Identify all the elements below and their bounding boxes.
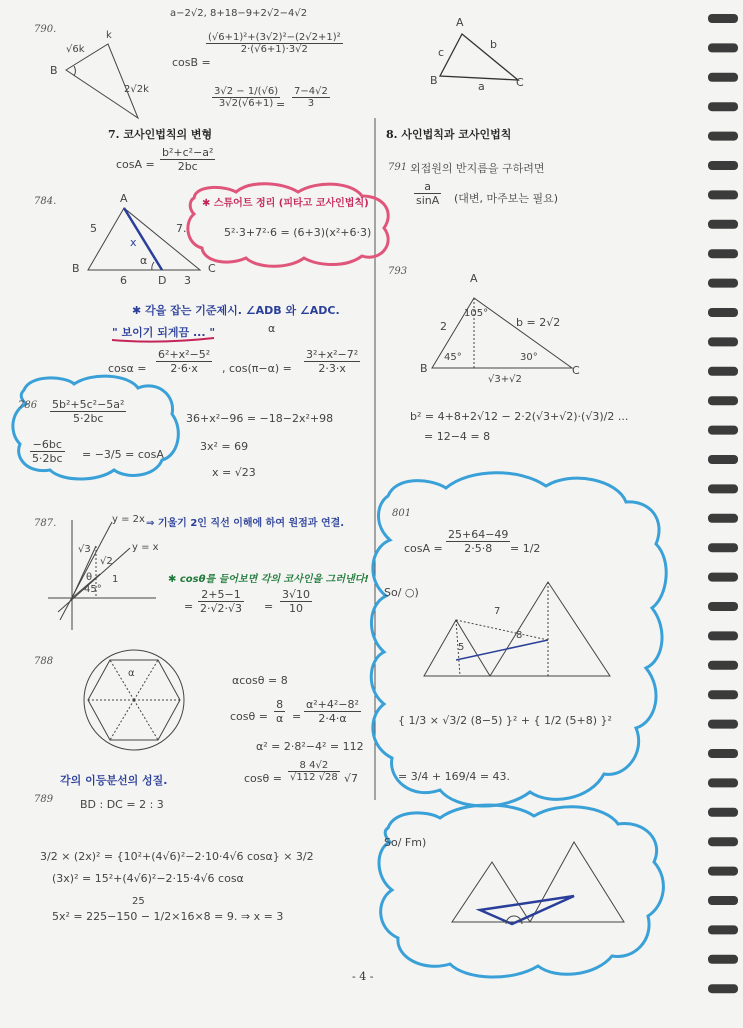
- spiral-ring: [708, 720, 738, 729]
- cos2-lhs: , cos(π−α) =: [222, 362, 292, 375]
- triabc-B: B: [430, 74, 438, 87]
- cos2-den: 2·3·x: [318, 362, 346, 375]
- p786-rhs: = −3/5 = cosA: [82, 448, 164, 461]
- tri784-alpha: α: [140, 254, 148, 267]
- p787-frac2: [280, 588, 312, 615]
- p788-eq3-frac: [288, 760, 340, 783]
- spiral-ring: [708, 190, 738, 199]
- note-784-line2: " 보이기 되게끔 ... ": [112, 326, 216, 339]
- p789-ratio: BD : DC = 2 : 3: [80, 798, 164, 811]
- p801-sol2: So/ Fm): [384, 836, 427, 849]
- p790-cos-lhs: cosB =: [172, 56, 211, 69]
- spiral-ring: [708, 896, 738, 905]
- fig801-5: 5: [458, 642, 465, 653]
- tri784-B: B: [72, 262, 80, 275]
- tri784-C: C: [208, 262, 216, 275]
- line-y2x: y = 2x: [112, 514, 145, 525]
- cos1-num: 6²+x²−5²: [158, 348, 211, 361]
- tri790-side2: k: [106, 30, 112, 41]
- spiral-ring: [708, 514, 738, 523]
- spiral-ring: [708, 543, 738, 552]
- p786-frac2-den: 5·2bc: [32, 452, 63, 465]
- p788-eq3-rhs: √7: [344, 772, 359, 785]
- spiral-ring: [708, 102, 738, 111]
- p790-result-num: 7−4√2: [294, 86, 328, 97]
- problem-786-number: 786: [18, 400, 38, 411]
- cos2-num: 3²+x²−7²: [306, 348, 359, 361]
- tetra-figure-bottom: [452, 842, 624, 924]
- p788-frac1-den: α: [276, 712, 284, 725]
- spiral-ring: [708, 778, 738, 787]
- sketch-45deg: 45°: [84, 584, 102, 595]
- p801-eq2: = 3/4 + 169/4 = 43.: [398, 770, 511, 783]
- sketch-theta: θ: [86, 572, 93, 583]
- section-8-title: 8. 사인법칙과 코사인법칙: [386, 128, 512, 141]
- triabc-a: a: [478, 80, 485, 93]
- p786-frac2: [30, 438, 65, 465]
- section-7-formula-lhs: cosA =: [116, 158, 155, 171]
- spiral-ring: [708, 161, 738, 170]
- spiral-ring: [708, 484, 738, 493]
- p801-cos-frac: [446, 528, 510, 555]
- tri793-angC: 30°: [520, 352, 538, 363]
- spiral-ring: [708, 984, 738, 993]
- problem-788-number: 788: [34, 656, 54, 667]
- p788-frac2: [304, 698, 361, 725]
- p790-result-den: 3: [307, 98, 315, 109]
- p787-eq-a: =: [184, 600, 194, 613]
- spiral-ring: [708, 455, 738, 464]
- triabc-A: A: [456, 16, 464, 29]
- p786-eq2: 3x² = 69: [200, 440, 249, 453]
- p786-eq3: x = √23: [212, 466, 256, 479]
- line-yx: y = x: [132, 542, 159, 553]
- p788-frac1: [274, 698, 285, 725]
- problem-787-number: 787.: [34, 518, 57, 529]
- spiral-ring: [708, 808, 738, 817]
- spiral-ring: [708, 132, 738, 141]
- spiral-ring: [708, 367, 738, 376]
- spiral-ring: [708, 249, 738, 258]
- p791-frac-num: a: [414, 180, 441, 194]
- page-number: - 4 -: [352, 970, 374, 983]
- problem-789-number: 789: [34, 794, 54, 805]
- p789-eq3: 5x² = 225−150 − 1/2×16×8 = 9. ⇒ x = 3: [52, 910, 284, 923]
- spiral-ring: [708, 867, 738, 876]
- note-784-line1: ✱ 각을 잡는 기준제시. ∠ADB 와 ∠ADC.: [132, 304, 340, 317]
- p787-frac2-num: 3√10: [282, 588, 311, 601]
- tri784-side-ac: 7.: [176, 222, 187, 235]
- circle-hexagon-788: [84, 650, 184, 750]
- p788-frac2-den: 2·4·α: [318, 712, 347, 725]
- p801-cos-lhs: cosA =: [404, 542, 443, 555]
- tri790-vertex: B: [50, 64, 58, 77]
- tri790-side3: 2√2k: [124, 84, 149, 95]
- sketch-sqrt3: √3: [78, 544, 91, 555]
- tri793-base: √3+√2: [488, 374, 522, 385]
- fig801-8: 8: [516, 630, 523, 641]
- tri784-dc: 3: [184, 274, 191, 287]
- tri784-A: A: [120, 192, 128, 205]
- tri784-side-ab: 5: [90, 222, 97, 235]
- sketch-one: 1: [112, 574, 119, 585]
- section-7-title: 7. 코사인법칙의 변형: [108, 128, 213, 141]
- note-787-blue: ⇒ 기울기 2인 직선 이해에 하여 원점과 연결.: [146, 518, 345, 529]
- p786-frac1-num: 5b²+5c²−5a²: [52, 398, 125, 411]
- tetra-figure-801: [424, 582, 610, 676]
- tri793-side-ab: 2: [440, 320, 447, 333]
- tri793-angB: 45°: [444, 352, 462, 363]
- triabc-c: c: [438, 46, 445, 59]
- p787-frac2-den: 10: [289, 602, 303, 615]
- spiral-ring: [708, 690, 738, 699]
- p790-simp-num: 3√2 − 1/(√6): [214, 86, 279, 97]
- triabc-C: C: [516, 76, 524, 89]
- p786-frac1: [50, 398, 126, 425]
- p790-eq: =: [276, 98, 286, 111]
- tri784-D: D: [158, 274, 167, 287]
- triangle-790: [66, 44, 138, 118]
- p788-eq-sign: =: [292, 710, 302, 723]
- spiral-ring: [708, 955, 738, 964]
- p788-cos-lhs: cosθ =: [230, 710, 268, 723]
- p788-eq2: α² = 2·8²−4² = 112: [256, 740, 364, 753]
- spiral-ring: [708, 43, 738, 52]
- p788-frac2-num: α²+4²−8²: [306, 698, 359, 711]
- p786-frac2-num: −6bc: [30, 438, 65, 452]
- note-791-2: (대변, 마주보는 필요): [454, 192, 559, 205]
- section-7-formula-num: b²+c²−a²: [162, 146, 214, 159]
- p801-cos-rhs: = 1/2: [510, 542, 541, 555]
- coordinate-sketch-787: [48, 520, 156, 630]
- note-791: 외접원의 반지름을 구하려면: [410, 162, 545, 175]
- section-7-formula-den: 2bc: [177, 160, 198, 173]
- blue-cloud-bottom: [379, 805, 663, 977]
- p789-eq1: 3/2 × (2x)² = {10²+(4√6)²−2·10·4√6 cosα} × 3/2: [40, 850, 314, 863]
- tri784-bd: 6: [120, 274, 127, 287]
- problem-784-number: 784.: [34, 196, 57, 207]
- p790-simp-den: 3√2(√6+1): [218, 98, 274, 109]
- note-789: 각의 이등분선의 성질.: [60, 774, 168, 787]
- spiral-ring: [708, 337, 738, 346]
- spiral-ring: [708, 749, 738, 758]
- stewart-equation: 5²·3+7²·6 = (6+3)(x²+6·3): [224, 226, 372, 239]
- tri793-A: A: [470, 272, 478, 285]
- p788-eq3-lhs: cosθ =: [244, 772, 282, 785]
- circle-alpha: α: [128, 668, 135, 679]
- tri793-C: C: [572, 364, 580, 377]
- spiral-ring: [708, 631, 738, 640]
- spiral-ring: [708, 73, 738, 82]
- spiral-ring: [708, 573, 738, 582]
- p789-eq2: (3x)² = 15²+(4√6)²−2·15·4√6 cosα: [52, 872, 244, 885]
- p788-frac1-num: 8: [274, 698, 285, 712]
- tri784-x: x: [130, 236, 137, 249]
- p791-frac: [414, 180, 441, 207]
- p787-frac1-num: 2+5−1: [198, 588, 244, 602]
- spiral-ring: [708, 602, 738, 611]
- problem-801-number: 801: [392, 508, 412, 519]
- p787-eq-b: =: [264, 600, 274, 613]
- p786-eq1: 36+x²−96 = −18−2x²+98: [186, 412, 334, 425]
- tri793-angA: 105°: [464, 308, 489, 319]
- spiral-ring: [708, 837, 738, 846]
- spiral-ring: [708, 308, 738, 317]
- section-7-formula-frac: [160, 146, 215, 173]
- p789-note25: 25: [132, 896, 145, 907]
- p790-simp-frac: [212, 86, 280, 109]
- note-784-alpha: α: [268, 322, 276, 335]
- sketch-sqrt2: √2: [100, 556, 113, 567]
- p787-frac1-den: 2·√2·√3: [200, 602, 243, 615]
- p788-eq1: αcosθ = 8: [232, 674, 288, 687]
- p790-line1: a−2√2, 8+18−9+2√2−4√2: [170, 8, 308, 19]
- p788-eq3-num: 8 4√2: [288, 760, 340, 772]
- tri793-side-ac: b = 2√2: [516, 316, 561, 329]
- cos1-frac: [156, 348, 212, 375]
- note-787-green: ✱ cosθ를 들어보면 각의 코사인을 그러낸다!: [168, 574, 369, 585]
- triabc-b: b: [490, 38, 497, 51]
- p801-cos-den: 2·5·8: [464, 542, 493, 555]
- spiral-ring: [708, 426, 738, 435]
- p786-frac1-den: 5·2bc: [72, 412, 104, 425]
- p790-cos-num: (√6+1)²+(3√2)²−(2√2+1)²: [208, 32, 341, 43]
- p790-result-frac: [292, 86, 330, 109]
- p790-cos-den: 2·(√6+1)·3√2: [240, 44, 308, 55]
- stewart-title: ✱ 스튜어트 정리 (피타고 코사인법칙): [202, 198, 369, 209]
- problem-790-number: 790.: [34, 24, 57, 35]
- tri793-B: B: [420, 362, 428, 375]
- problem-791-number: 791: [388, 162, 408, 173]
- cos1-lhs: cosα =: [108, 362, 147, 375]
- tri790-side1: √6k: [66, 44, 85, 55]
- spiral-ring: [708, 220, 738, 229]
- p801-cos-num: 25+64−49: [448, 528, 509, 541]
- p801-sol: So/ ○): [384, 586, 419, 599]
- spiral-ring: [708, 396, 738, 405]
- problem-793-number: 793: [388, 266, 408, 277]
- fig801-7: 7: [494, 606, 501, 617]
- p793-eq2: = 12−4 = 8: [424, 430, 491, 443]
- spiral-ring: [708, 661, 738, 670]
- p793-eq1: b² = 4+8+2√12 − 2·2(√3+√2)·(√3)/2 ...: [410, 410, 629, 423]
- p787-frac1: [198, 588, 244, 615]
- p801-eq1: { 1/3 × √3/2 (8−5) }² + { 1/2 (5+8) }²: [398, 714, 612, 727]
- p790-cos-frac: [206, 32, 343, 55]
- p788-eq3-den: √112 √28: [290, 772, 338, 783]
- p791-frac-den: sinA: [416, 194, 440, 207]
- cos1-den: 2·6·x: [170, 362, 198, 375]
- spiral-ring: [708, 279, 738, 288]
- spiral-binding: [708, 14, 738, 993]
- cos2-frac: [304, 348, 360, 375]
- spiral-ring: [708, 14, 738, 23]
- spiral-ring: [708, 925, 738, 934]
- triangle-abc-reference: [440, 34, 518, 80]
